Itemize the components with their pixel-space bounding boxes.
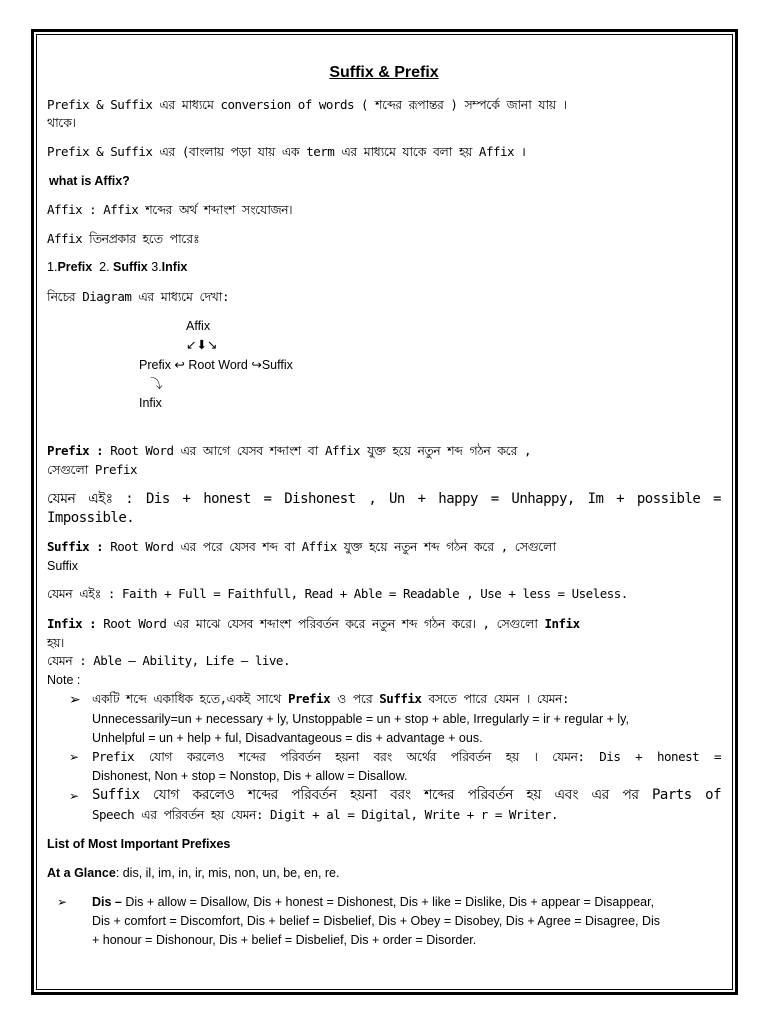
note-2-line-1: Prefix যোগ করলেও শব্দের পরিবর্তন হয়না বরং অর্থের পরিবর্তন হয় । যেমন: Dis + honest = [92,749,721,764]
bullet-arrow-icon: ➢ [69,789,80,803]
note-1-suffix: Suffix [379,691,422,706]
type-number-2: 2. [92,260,114,274]
suffix-definition [47,538,721,556]
type-number-3: 3. [147,260,162,274]
infix-example: যেমন : Able – Ability, Life – live. [47,653,290,668]
suffix-definition-line-2: Suffix [47,559,79,573]
diagram-root-row: Prefix ↩ Root Word ↪Suffix [139,358,293,372]
infix-definition-line-2: হয়। [47,635,64,650]
dis-label: Dis – [92,895,122,909]
suffix-example: যেমন এইঃ : Faith + Full = Faithfull, Read + Able = Readable , Use + less = Useless. [47,586,628,601]
intro-line-2: Prefix & Suffix এর (বাংলায় পড়া যায় এক term এর মাধ্যমে যাকে বলা হয় Affix । [47,144,526,159]
dis-line-1 [92,893,654,911]
note-2-line-2: Dishonest, Non + stop = Nonstop, Dis + allow = Disallow. [92,769,408,783]
note-1-line-2: Unnecessarily=un + necessary + ly, Unstoppable = un + stop + able, Irregularly = ir + regular + ly, [92,712,629,726]
note-1-pre: একটি শব্দে একাধিক হতে,একই সাথে [92,691,288,706]
type-number-1: 1. [47,260,58,274]
prefix-label: Prefix : [47,443,104,458]
diagram-arrows-icon: ↙⬇↘ [186,338,218,352]
note-3-line-2: Speech এর পরিবর্তন হয় যেমন: Digit + al = Digital, Write + r = Writer. [92,807,559,822]
note-1-post: বসতে পারে যেমন । যেমন: [421,691,570,706]
note-1-mid: ও পরে [330,691,380,706]
diagram-infix: Infix [139,396,162,410]
note-1-prefix: Prefix [287,691,331,706]
type-suffix: Suffix [113,260,148,274]
dis-line-2: Dis + comfort = Discomfort, Dis + belief = Disbelief, Dis + Obey = Disobey, Dis + Agree = Disagree, Dis [92,914,661,928]
infix-label-2: Infix [544,616,580,631]
bullet-arrow-icon: ➢ [69,750,80,764]
bullet-arrow-icon: ➢ [69,691,81,707]
type-prefix: Prefix [57,260,93,274]
at-a-glance-label: At a Glance [47,866,116,880]
bullet-arrow-icon: ➢ [57,895,68,909]
prefix-definition-line-2: সেগুলো Prefix [47,462,138,477]
suffix-definition-text: Root Word এর পরে যেসব শব্দ বা Affix যুক্ত হয়ে নতুন শব্দ গঠন করে , সেগুলো [103,539,556,554]
note-1-line-1 [92,690,569,708]
infix-label: Infix : [47,616,97,631]
diagram-intro: নিচের Diagram এর মাধ্যমে দেখা: [47,289,230,304]
note-label: Note : [47,673,81,687]
note-3-line-1: Suffix যোগ করলেও শব্দের পরিবর্তন হয়না বরং শব্দের পরিবর্তন হয় এবং এর পর Parts of [92,787,721,803]
at-a-glance [47,864,339,882]
prefix-example: যেমন এইঃ : Dis + honest = Dishonest , Un + happy = Unhappy, Im + possible = Impossible. [47,491,721,526]
diagram-down-arrow-icon: ⤵ [150,377,163,391]
affix-types-intro: Affix তিনপ্রকার হতে পারেঃ [47,231,200,246]
at-a-glance-text: : dis, il, im, in, ir, mis, non, un, be, en, re. [115,866,340,880]
list-heading: List of Most Important Prefixes [47,837,231,851]
intro-line-1: Prefix & Suffix এর মাধ্যমে conversion of words ( শব্দের রূপান্তর ) সম্পর্কে জানা যায় । [47,97,567,112]
affix-types-list [47,258,187,276]
heading-what-is-affix: what is Affix? [49,174,130,188]
intro-line-1b: থাকে। [47,115,76,130]
affix-definition: Affix : Affix শব্দের অর্থ শব্দাংশ সংযোজন। [47,202,293,217]
note-1-line-3: Unhelpful = un + help + ful, Disadvantageous = dis + advantage + ous. [92,731,483,745]
infix-definition-text: Root Word এর মাঝে যেসব শব্দাংশ পরিবর্তন করে নতুন শব্দ গঠন করে। , সেগুলো [96,616,538,631]
type-infix: Infix [161,260,188,274]
page-title: Suffix & Prefix [329,64,439,81]
dis-line-3: + honour = Dishonour, Dis + belief = Disbelief, Dis + order = Disorder. [92,933,477,947]
diagram-affix: Affix [186,319,211,333]
infix-definition [47,615,721,633]
prefix-definition [47,442,721,460]
dis-line-1-text: Dis + allow = Disallow, Dis + honest = Dishonest, Dis + like = Dislike, Dis + appear = Disappear, [121,895,655,909]
prefix-definition-text: Root Word এর আগে যেসব শব্দাংশ বা Affix যুক্ত হয়ে নতুন শব্দ গঠন করে , [103,443,532,458]
suffix-label: Suffix : [47,539,104,554]
